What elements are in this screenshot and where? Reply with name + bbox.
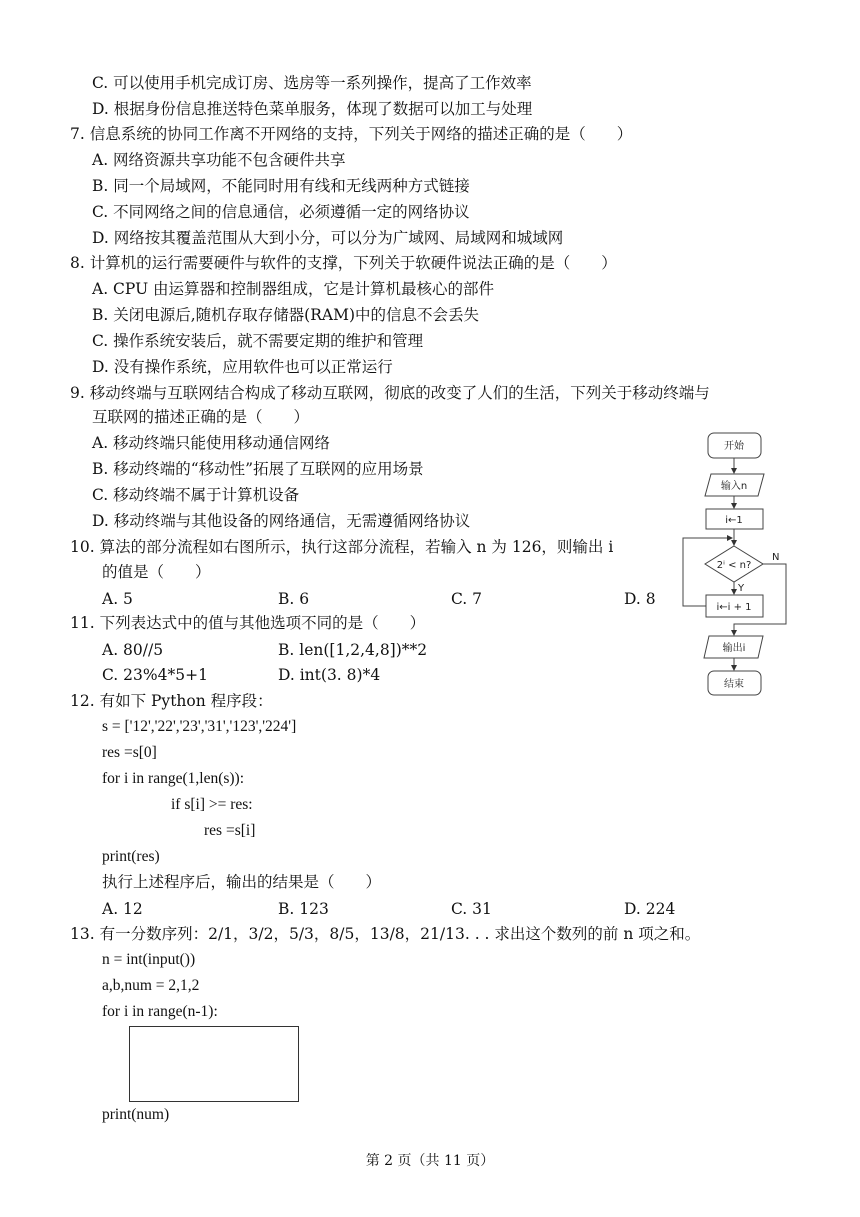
answer-blank-box[interactable]: [129, 1026, 299, 1102]
q12-option-c: C. 31: [451, 900, 492, 918]
q9-option-d: D. 移动终端与其他设备的网络通信，无需遵循网络协议: [92, 512, 471, 530]
flow-start-label: 开始: [724, 441, 744, 452]
flow-increment-label: i←i + 1: [716, 602, 752, 613]
q13-code-line: a,b,num = 2,1,2: [102, 977, 200, 994]
q11-option-b: B. len([1,2,4,8])**2: [278, 641, 428, 659]
q13-stem: 13. 有一分数序列：2/1，3/2，5/3，8/5，13/8，21/13. . . 求出这个数列的前 n 项之和。: [70, 925, 701, 943]
q12-code-line: res =s[i]: [204, 822, 256, 839]
q10-option-c: C. 7: [451, 590, 483, 608]
q9-stem-line1: 9. 移动终端与互联网结合构成了移动互联网，彻底的改变了人们的生活，下列关于移动终端与: [70, 384, 710, 402]
q12-question: 执行上述程序后，输出的结果是（ ）: [102, 873, 382, 891]
q7-option-a: A. 网络资源共享功能不包含硬件共享: [92, 151, 346, 169]
q10-stem-line2: 的值是（ ）: [102, 563, 211, 581]
flow-end-label: 结束: [724, 679, 744, 690]
q8-option-a: A. CPU 由运算器和控制器组成，它是计算机最核心的部件: [92, 280, 495, 298]
q13-code-line: print(num): [102, 1106, 170, 1123]
q7-stem: 7. 信息系统的协同工作离不开网络的支持，下列关于网络的描述正确的是（ ）: [70, 125, 633, 143]
q12-option-b: B. 123: [278, 900, 329, 918]
q9-stem-line2: 互联网的描述正确的是（ ）: [92, 408, 310, 426]
q10-option-a: A. 5: [102, 590, 133, 608]
q11-option-c: C. 23%4*5+1: [102, 666, 208, 684]
q12-code-line: for i in range(1,len(s)):: [102, 770, 245, 787]
q6-option-c: C. 可以使用手机完成订房、选房等一系列操作，提高了工作效率: [92, 74, 532, 92]
q12-code-line: print(res): [102, 848, 160, 865]
flow-output-label: 输出i: [722, 643, 746, 654]
q10-option-b: B. 6: [278, 590, 310, 608]
q12-code-line: s = ['12','22','23','31','123','224']: [102, 718, 297, 735]
page-number-footer: 第 2 页（共 11 页）: [365, 1153, 495, 1169]
q7-option-c: C. 不同网络之间的信息通信，必须遵循一定的网络协议: [92, 203, 470, 221]
flow-init-label: i←1: [725, 515, 743, 526]
q12-code-line: if s[i] >= res:: [171, 796, 253, 813]
q12-option-a: A. 12: [102, 900, 143, 918]
q9-option-c: C. 移动终端不属于计算机设备: [92, 486, 300, 504]
q13-code-line: for i in range(n-1):: [102, 1003, 218, 1020]
q7-option-d: D. 网络按其覆盖范围从大到小分，可以分为广域网、局域网和城域网: [92, 229, 564, 247]
q9-option-b: B. 移动终端的“移动性”拓展了互联网的应用场景: [92, 460, 424, 478]
q11-option-d: D. int(3. 8)*4: [278, 666, 381, 684]
flow-condition-label: 2ⁱ < n?: [716, 560, 752, 571]
q9-option-a: A. 移动终端只能使用移动通信网络: [92, 434, 331, 452]
q11-option-a: A. 80//5: [102, 641, 164, 659]
flow-no-label: N: [772, 552, 780, 563]
flow-input-label: 输入n: [720, 481, 748, 492]
q8-option-d: D. 没有操作系统，应用软件也可以正常运行: [92, 358, 393, 376]
flow-yes-label: Y: [738, 583, 745, 594]
q10-option-d: D. 8: [624, 590, 656, 608]
q8-option-c: C. 操作系统安装后，就不需要定期的维护和管理: [92, 332, 424, 350]
q12-stem: 12. 有如下 Python 程序段：: [70, 692, 273, 710]
q10-stem-line1: 10. 算法的部分流程如右图所示，执行这部分流程，若输入 n 为 126，则输出 i: [70, 538, 614, 556]
q8-stem: 8. 计算机的运行需要硬件与软件的支撑，下列关于软硬件说法正确的是（ ）: [70, 254, 617, 272]
q8-option-b: B. 关闭电源后,随机存取存储器(RAM)中的信息不会丢失: [92, 306, 480, 324]
q12-option-d: D. 224: [624, 900, 676, 918]
q12-code-line: res =s[0]: [102, 744, 157, 761]
q6-option-d: D. 根据身份信息推送特色菜单服务，体现了数据可以加工与处理: [92, 100, 533, 118]
q7-option-b: B. 同一个局域网，不能同时用有线和无线两种方式链接: [92, 177, 470, 195]
q11-stem: 11. 下列表达式中的值与其他选项不同的是（ ）: [70, 614, 426, 632]
q13-code-line: n = int(input()): [102, 951, 196, 968]
algorithm-flowchart: [676, 428, 796, 700]
